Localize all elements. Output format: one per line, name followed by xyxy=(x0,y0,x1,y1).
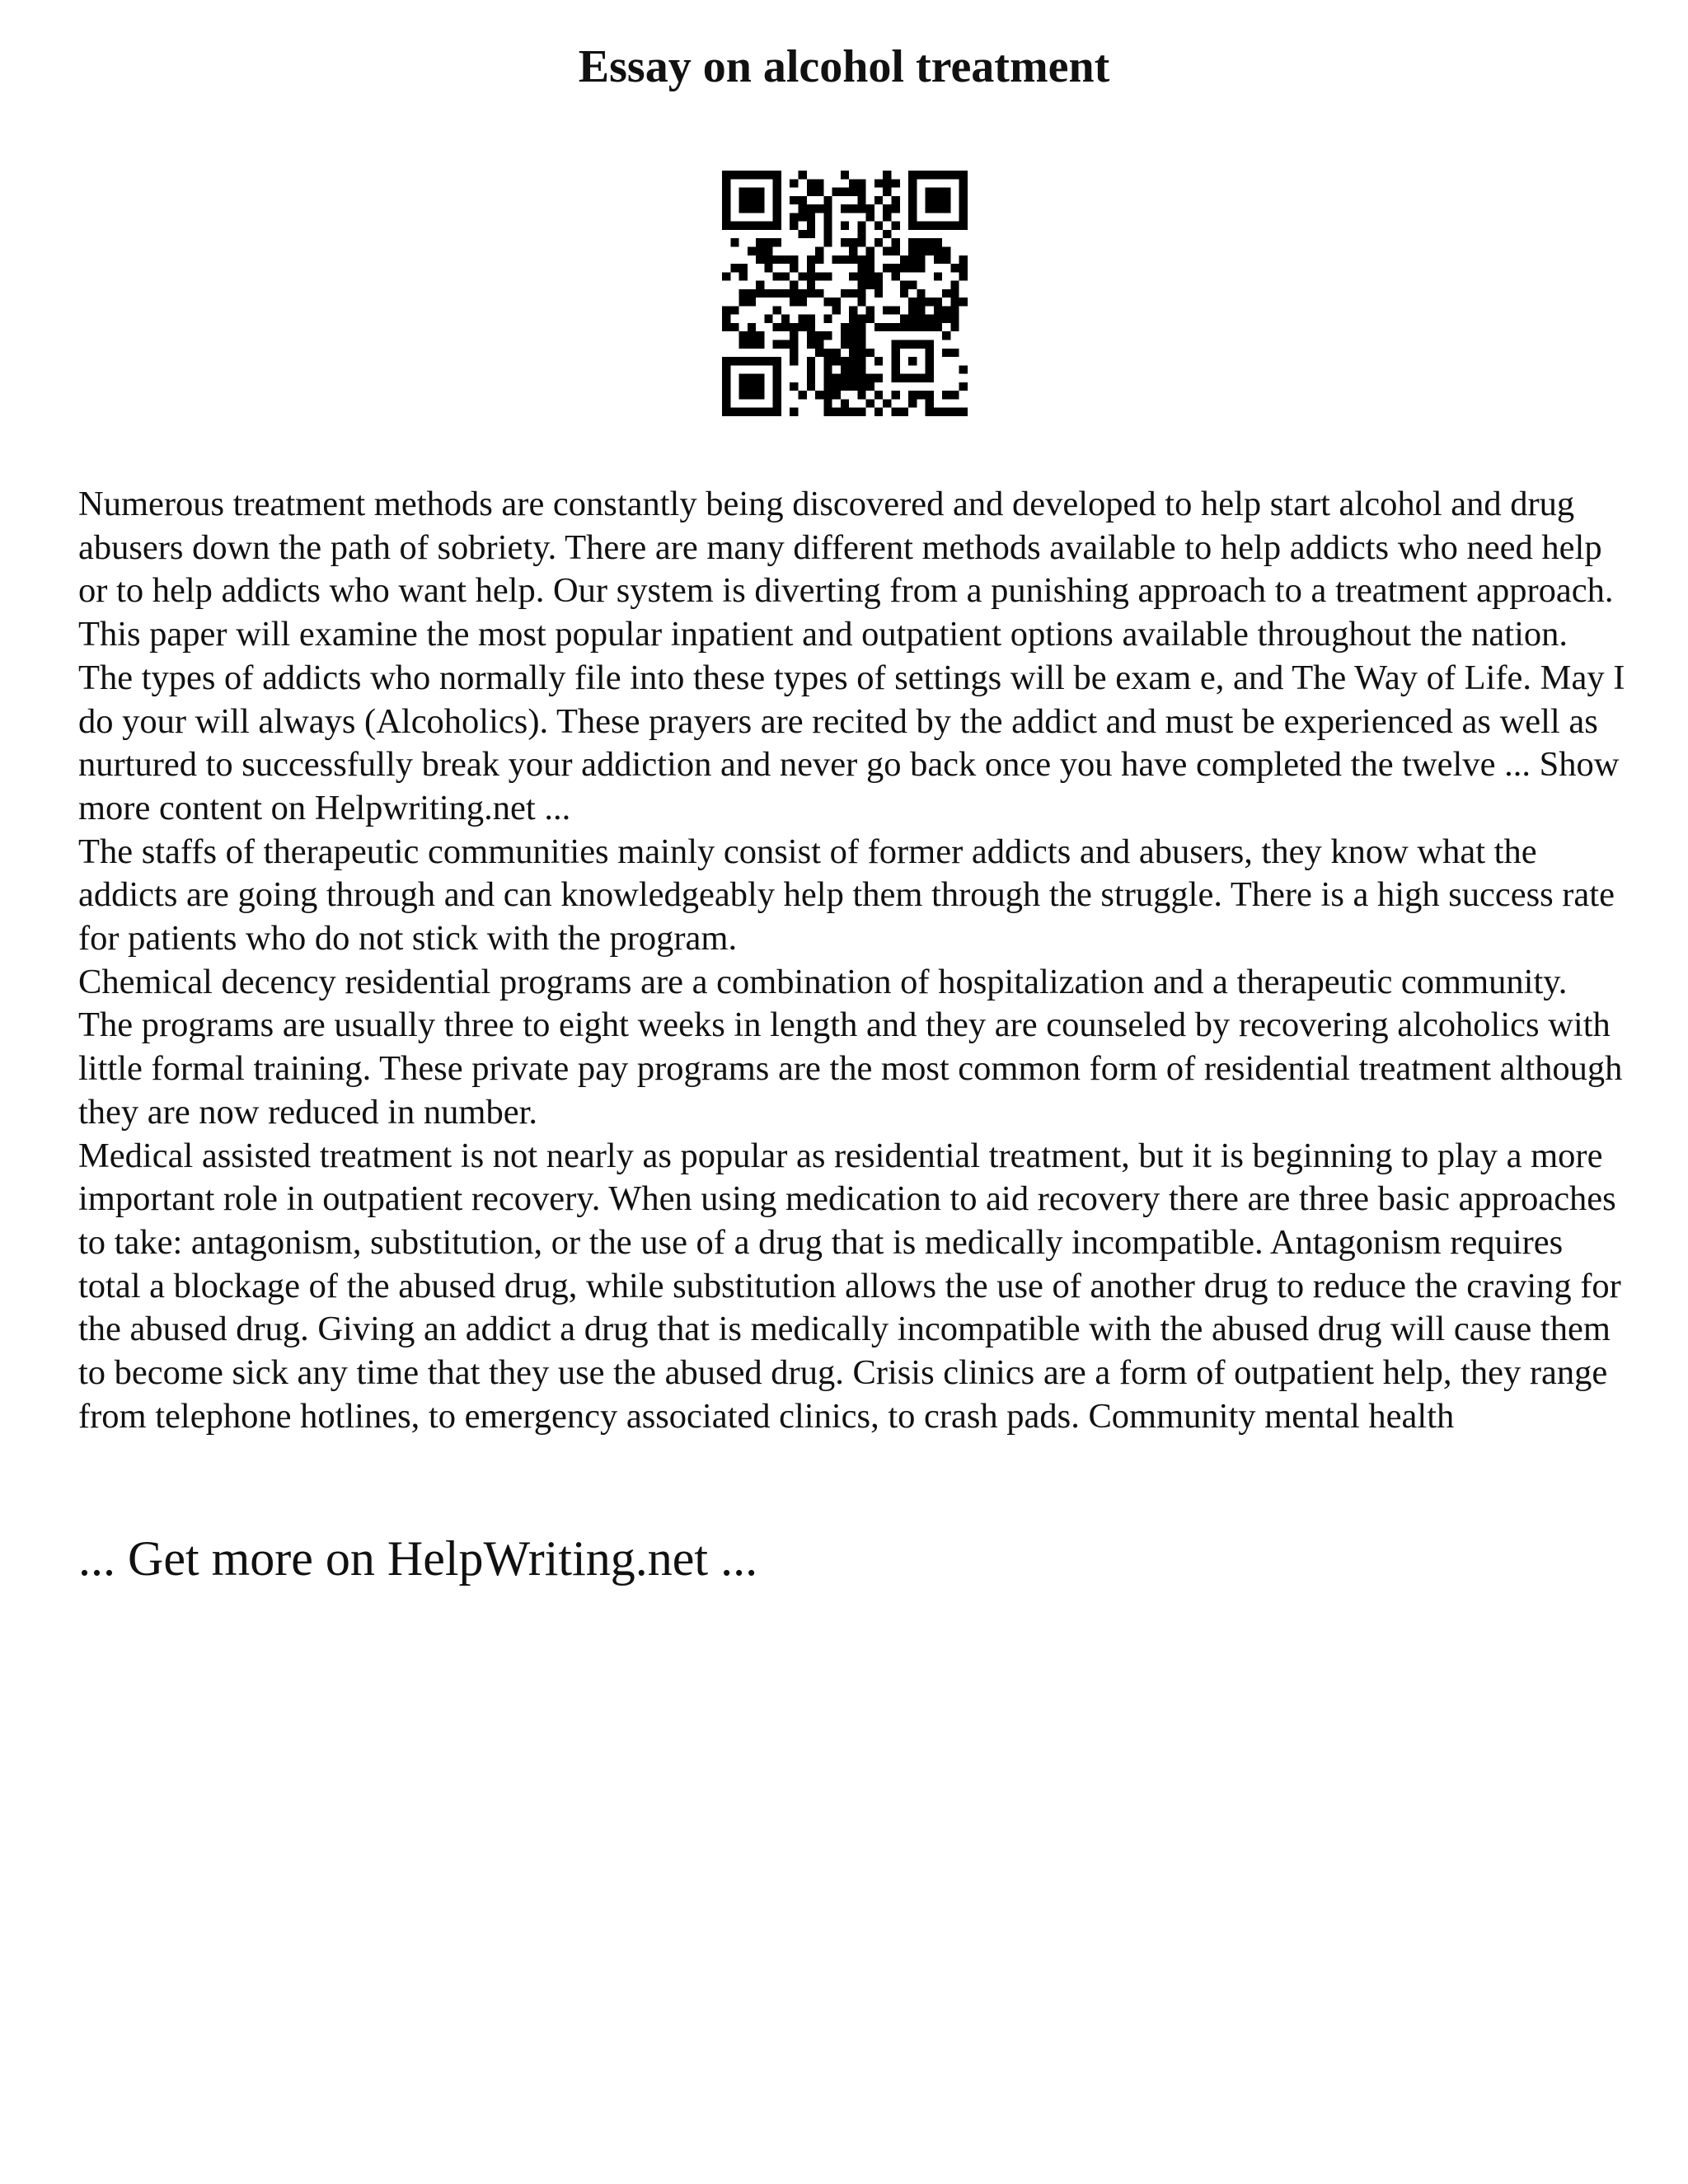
essay-body xyxy=(78,483,1628,1438)
qr-code-icon xyxy=(722,171,968,416)
get-more-link[interactable]: ... Get more on HelpWriting.net ... xyxy=(78,1531,758,1586)
paragraph: Numerous treatment methods are constantly being discovered and developed to help start alcohol and drug abusers down the path of sobriety. There are many different methods available to help addicts who need help or to help addicts who want help. Our system is diverting from a punishing approach to a treatment approach. This paper will examine the most popular inpatient and outpatient options available throughout the nation. The types of addicts who normally file into these types of settings will be exam e, and The Way of Life. May I do your will always (Alcoholics). These prayers are recited by the addict and must be experienced as well as nurtured to successfully break your addiction and never go back once you have completed the twelve ... Show more content on Helpwriting.net ... xyxy=(78,485,1625,827)
paragraph: Chemical decency residential programs are a combination of hospitalization and a therapeutic community. The programs are usually three to eight weeks in length and they are counseled by recovering alcoholics with little formal training. These private pay programs are the most common form of residential treatment although they are now reduced in number. xyxy=(78,962,1623,1132)
document-title: Essay on alcohol treatment xyxy=(578,41,1110,92)
paragraph: Medical assisted treatment is not nearly as popular as residential treatment, but it is beginning to play a more important role in outpatient recovery. When using medication to aid recovery there are three basic approaches to take: antagonism, substitution, or the use of a drug that is medically incompatible. Antagonism requires total a blockage of the abused drug, while substitution allows the use of another drug to reduce the craving for the abused drug. Giving an addict a drug that is medically incompatible with the abused drug will cause them to become sick any time that they use the abused drug. Crisis clinics are a form of outpatient help, they range from telephone hotlines, to emergency associated clinics, to crash pads. Community mental health xyxy=(78,1136,1621,1436)
paragraph: The staffs of therapeutic communities mainly consist of former addicts and abusers, they know what the addicts are going through and can knowledgeably help them through the struggle. There is a high success rate for patients who do not stick with the program. xyxy=(78,832,1615,958)
